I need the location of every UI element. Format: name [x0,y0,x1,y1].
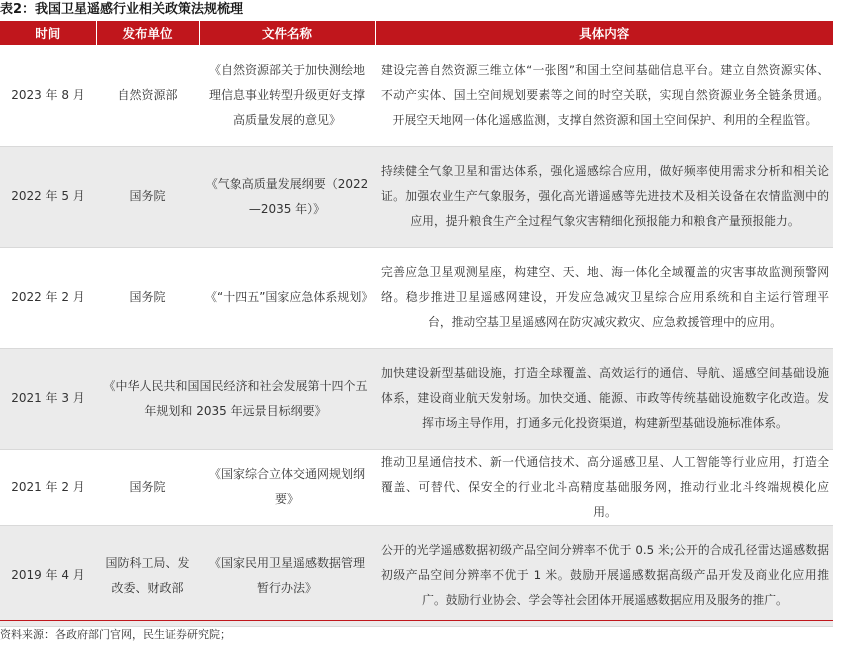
table-row [0,525,833,626]
header-org: 发布单位 [96,21,199,45]
source-note: 资料来源：各政府部门官网，民生证券研究院； [0,628,231,641]
row-org: 自然资源部 [96,45,199,146]
table-row [0,348,833,449]
header-date: 时间 [0,21,96,45]
table-row [0,45,833,146]
row-date: 2021 年 2 月 [0,449,96,525]
row-date: 2021 年 3 月 [0,348,96,449]
row-date: 2022 年 2 月 [0,247,96,348]
header-content: 具体内容 [375,21,833,45]
row-org: 国防科工局、发改委、财政部 [96,525,199,626]
row-file: 《自然资源部关于加快测绘地理信息事业转型升级更好支撑高质量发展的意见》 [199,45,375,146]
table-header-row [0,21,833,45]
row-date: 2023 年 8 月 [0,45,96,146]
row-content: 推动卫星通信技术、新一代通信技术、高分遥感卫星、人工智能等行业应用，打造全覆盖、可替代、保安全的行业北斗高精度基础服务网，推动行业北斗终端规模化应用。 [375,449,833,525]
row-file: 《中华人民共和国国民经济和社会发展第十四个五年规划和 2035 年远景目标纲要》 [96,348,375,449]
row-content: 公开的光学遥感数据初级产品空间分辨率不优于 0.5 米;公开的合成孔径雷达遥感数据初级产品空间分辨率不优于 1 米。鼓励开展遥感数据高级产品开发及商业化应用推广。鼓励行业协会、学会等社会团体开展遥感数据应用及服务的推广。 [375,525,833,626]
policy-table [0,21,833,627]
row-content: 建设完善自然资源三维立体“一张图”和国土空间基础信息平台。建立自然资源实体、不动产实体、国土空间规划要素等之间的时空关联，实现自然资源业务全链条贯通。开展空天地网一体化遥感监测，支撑自然资源和国土空间保护、利用的全程监管。 [375,45,833,146]
row-date: 2019 年 4 月 [0,525,96,626]
header-file: 文件名称 [199,21,375,45]
row-file: 《国家综合立体交通网规划纲要》 [199,449,375,525]
row-file: 《“十四五”国家应急体系规划》 [199,247,375,348]
row-file: 《气象高质量发展纲要（2022—2035 年）》 [199,146,375,247]
table-bottom-rule [0,620,833,621]
row-content: 完善应急卫星观测星座，构建空、天、地、海一体化全域覆盖的灾害事故监测预警网络。稳步推进卫星遥感网建设，开发应急减灾卫星综合应用系统和自主运行管理平台，推动空基卫星遥感网在防灾减灾救灾、应急救援管理中的应用。 [375,247,833,348]
row-org: 国务院 [96,449,199,525]
row-date: 2022 年 5 月 [0,146,96,247]
row-file: 《国家民用卫星遥感数据管理暂行办法》 [199,525,375,626]
row-content: 持续健全气象卫星和雷达体系，强化遥感综合应用，做好频率使用需求分析和相关论证。加强农业生产气象服务，强化高光谱遥感等先进技术及相关设备在农情监测中的应用，提升粮食生产全过程气象灾害精细化预报能力和粮食产量预报能力。 [375,146,833,247]
table-row [0,146,833,247]
table-row [0,449,833,525]
row-org: 国务院 [96,146,199,247]
table-title: 表2：我国卫星遥感行业相关政策法规梳理 [0,2,244,17]
table-row [0,247,833,348]
row-org: 国务院 [96,247,199,348]
row-content: 加快建设新型基础设施，打造全球覆盖、高效运行的通信、导航、遥感空间基础设施体系，建设商业航天发射场。加快交通、能源、市政等传统基础设施数字化改造。发挥市场主导作用，打通多元化投资渠道，构建新型基础设施标准体系。 [375,348,833,449]
